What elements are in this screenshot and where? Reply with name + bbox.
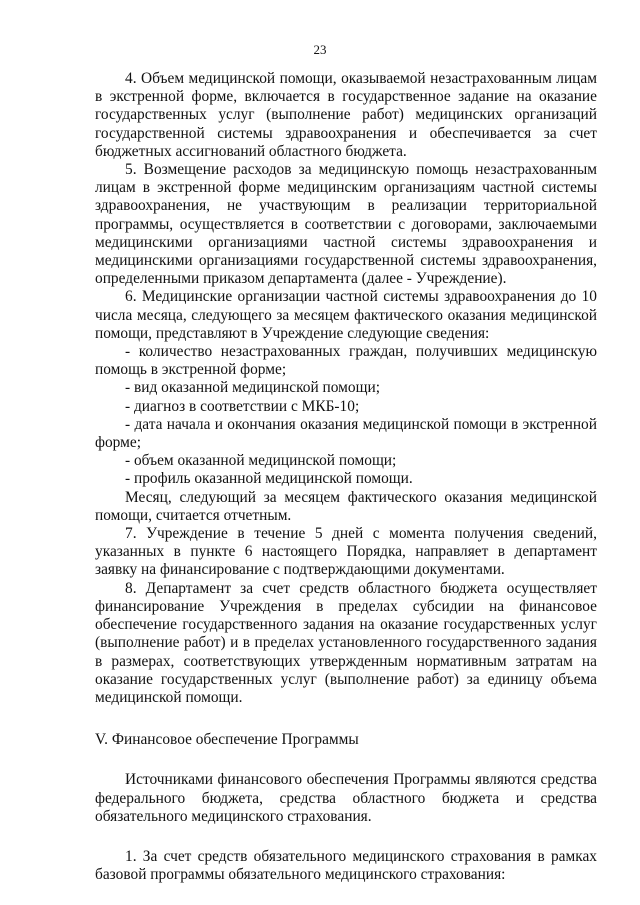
paragraph-6: 6. Медицинские организации частной системы здравоохранения до 10 числа месяца, следующего за месяцем фактического оказания медицинской помощи, представляют в Учреждение следующие сведения: (95, 288, 597, 342)
paragraph-5: 5. Возмещение расходов за медицинскую помощь незастрахованным лицам в экстренной форме медицинским организациям частной системы здравоохранения, не участвующим в реализации территориальной программы, осуществляется в соответствии с договорами, заключаемыми медицинскими организациями частной системы здравоохранения и медицинскими организациями государственной системы здравоохранения, определенными приказом департамента (далее - Учреждение). (95, 161, 597, 288)
paragraph-4: 4. Объем медицинской помощи, оказываемой незастрахованным лицам в экстренной форме, включается в государственное задание на оказание государственных услуг (выполнение работ) медицинских организаций государственной системы здравоохранения и обеспечивается за счет бюджетных ассигнований областного бюджета. (95, 70, 597, 160)
list-item: - дата начала и окончания оказания медицинской помощи в экстренной форме; (95, 415, 597, 452)
paragraph-7: 7. Учреждение в течение 5 дней с момента получения сведений, указанных в пункте 6 настоящего Порядка, направляет в департамент заявку на финансирование с подтверждающими документами. (95, 525, 597, 579)
section-intro: Источниками финансового обеспечения Программы являются средства федерального бюджета, средства областного бюджета и средства обязательного медицинского страхования. (95, 771, 597, 825)
list-item: - профиль оказанной медицинской помощи. (125, 470, 413, 488)
list-item: - диагноз в соответствии с МКБ-10; (125, 397, 360, 415)
paragraph-8: 8. Департамент за счет средств областного бюджета осуществляет финансирование Учреждения в пределах субсидии на финансовое обеспечение государственного задания на оказание государственных услуг (выполнение работ) и в пределах установленного государственного задания в размерах, соответствующих утвержденным нормативным затратам на оказание государственных услуг (выполнение работ) за единицу объема медицинской помощи. (95, 579, 597, 706)
section-paragraph-1: 1. За счет средств обязательного медицинского страхования в рамках базовой программы обязательного медицинского страхования: (95, 847, 597, 884)
page-number: 23 (313, 42, 327, 57)
list-item: - вид оказанной медицинской помощи; (125, 379, 380, 397)
list-item: - количество незастрахованных граждан, получивших медицинскую помощь в экстренной форме; (95, 343, 597, 379)
section-heading: V. Финансовое обеспечение Программы (95, 731, 359, 749)
reporting-month-note: Месяц, следующий за месяцем фактического оказания медицинской помощи, считается отчетным. (95, 488, 597, 524)
document-body (95, 70, 597, 884)
list-item: - объем оказанной медицинской помощи; (125, 452, 397, 470)
